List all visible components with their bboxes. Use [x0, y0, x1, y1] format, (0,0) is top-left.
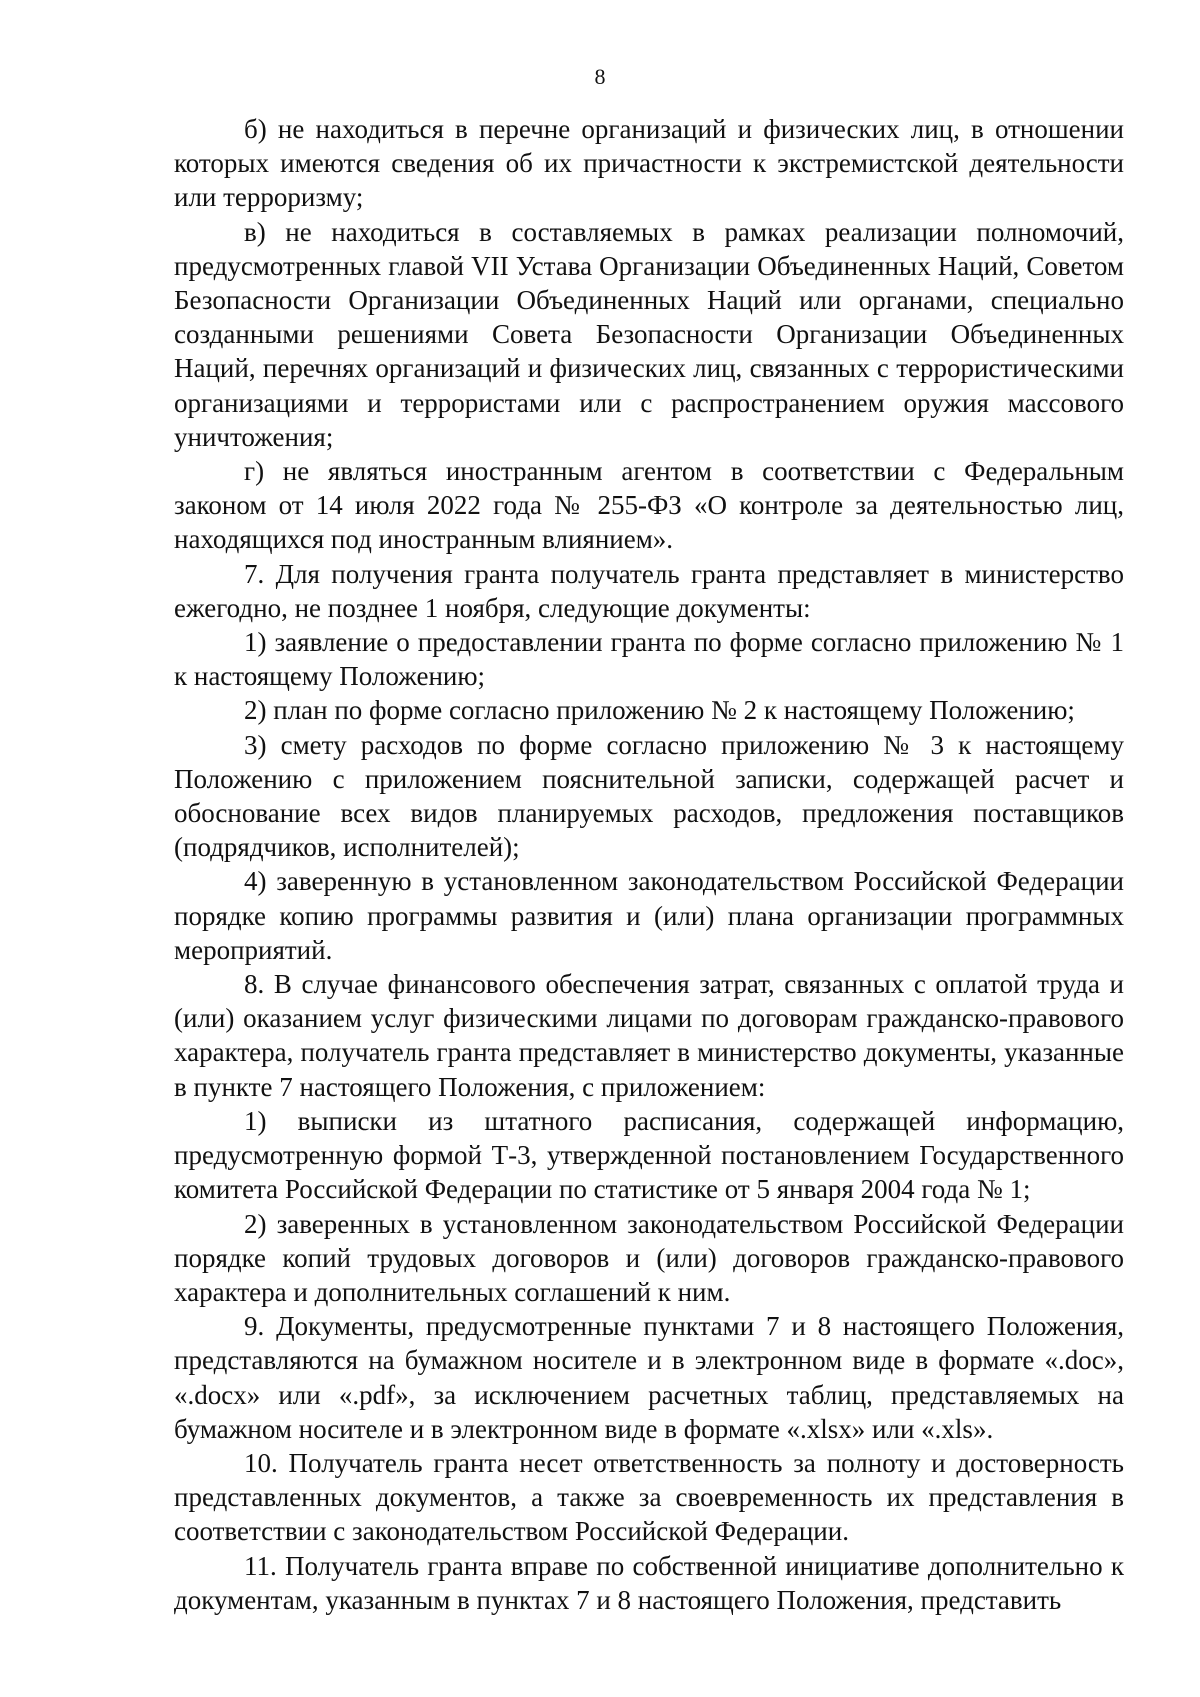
paragraph-9: 9. Документы, предусмотренные пунктами 7 и 8 настоящего Положения, представляются на бумажном носителе и в электронном виде в формате «.doc», «.docx» или «.pdf», за исключением расчетных таблиц, представляемых на бумажном носителе и в электронном виде в формате «.xlsx» или «.xls».	[174, 1311, 1124, 1444]
paragraph-7-2: 2) план по форме согласно приложению № 2 к настоящему Положению;	[244, 695, 1075, 726]
paragraph-11: 11. Получатель гранта вправе по собственной инициативе дополнительно к документам, указанным в пунктах 7 и 8 настоящего Положения, представить	[174, 1550, 1124, 1615]
paragraph-v: в) не находиться в составляемых в рамках реализации полномочий, предусмотренных главой VII Устава Организации Объединенных Наций, Советом Безопасности Организации Объединенных Наций или органами, специально созданными решениями Совета Безопасности Организации Объединенных Наций, перечнях организаций и физических лиц, связанных с террористическими организациями и террористами или с распространением оружия массового уничтожения;	[174, 216, 1124, 452]
paragraph-g: г) не являться иностранным агентом в соответствии с Федеральным законом от 14 июля 2022 года № 255-ФЗ «О контроле за деятельностью лиц, находящихся под иностранным влиянием».	[174, 456, 1124, 555]
paragraph-7-1: 1) заявление о предоставлении гранта по форме согласно приложению № 1 к настоящему Положению;	[174, 627, 1124, 692]
paragraph-7: 7. Для получения гранта получатель гранта представляет в министерство ежегодно, не позднее 1 ноября, следующие документы:	[174, 558, 1124, 623]
page-number: 8	[594, 64, 606, 89]
paragraph-8-2: 2) заверенных в установленном законодательством Российской Федерации порядке копий трудовых договоров и (или) договоров гражданско-правового характера и дополнительных соглашений к ним.	[174, 1208, 1124, 1307]
paragraph-8: 8. В случае финансового обеспечения затрат, связанных с оплатой труда и (или) оказанием услуг физическими лицами по договорам гражданско-правового характера, получатель гранта представляет в министерство документы, указанные в пункте 7 настоящего Положения, с приложением:	[174, 969, 1124, 1102]
paragraph-8-1: 1) выписки из штатного расписания, содержащей информацию, предусмотренную формой Т-3, утвержденной постановлением Государственного комитета Российской Федерации по статистике от 5 января 2004 года № 1;	[174, 1105, 1124, 1205]
paragraph-7-3: 3) смету расходов по форме согласно приложению № 3 к настоящему Положению с приложением пояснительной записки, содержащей расчет и обоснование всех видов планируемых расходов, предложения поставщиков (подрядчиков, исполнителей);	[174, 729, 1124, 863]
paragraph-7-4: 4) заверенную в установленном законодательством Российской Федерации порядке копию программы развития и (или) плана организации программных мероприятий.	[174, 866, 1124, 965]
document-body	[174, 112, 1124, 1617]
paragraph-10: 10. Получатель гранта несет ответственность за полноту и достоверность представленных документов, а также за своевременность их представления в соответствии с законодательством Российской Федерации.	[174, 1447, 1124, 1547]
paragraph-b: б) не находиться в перечне организаций и физических лиц, в отношении которых имеются сведения об их причастности к экстремистской деятельности или терроризму;	[174, 114, 1124, 213]
